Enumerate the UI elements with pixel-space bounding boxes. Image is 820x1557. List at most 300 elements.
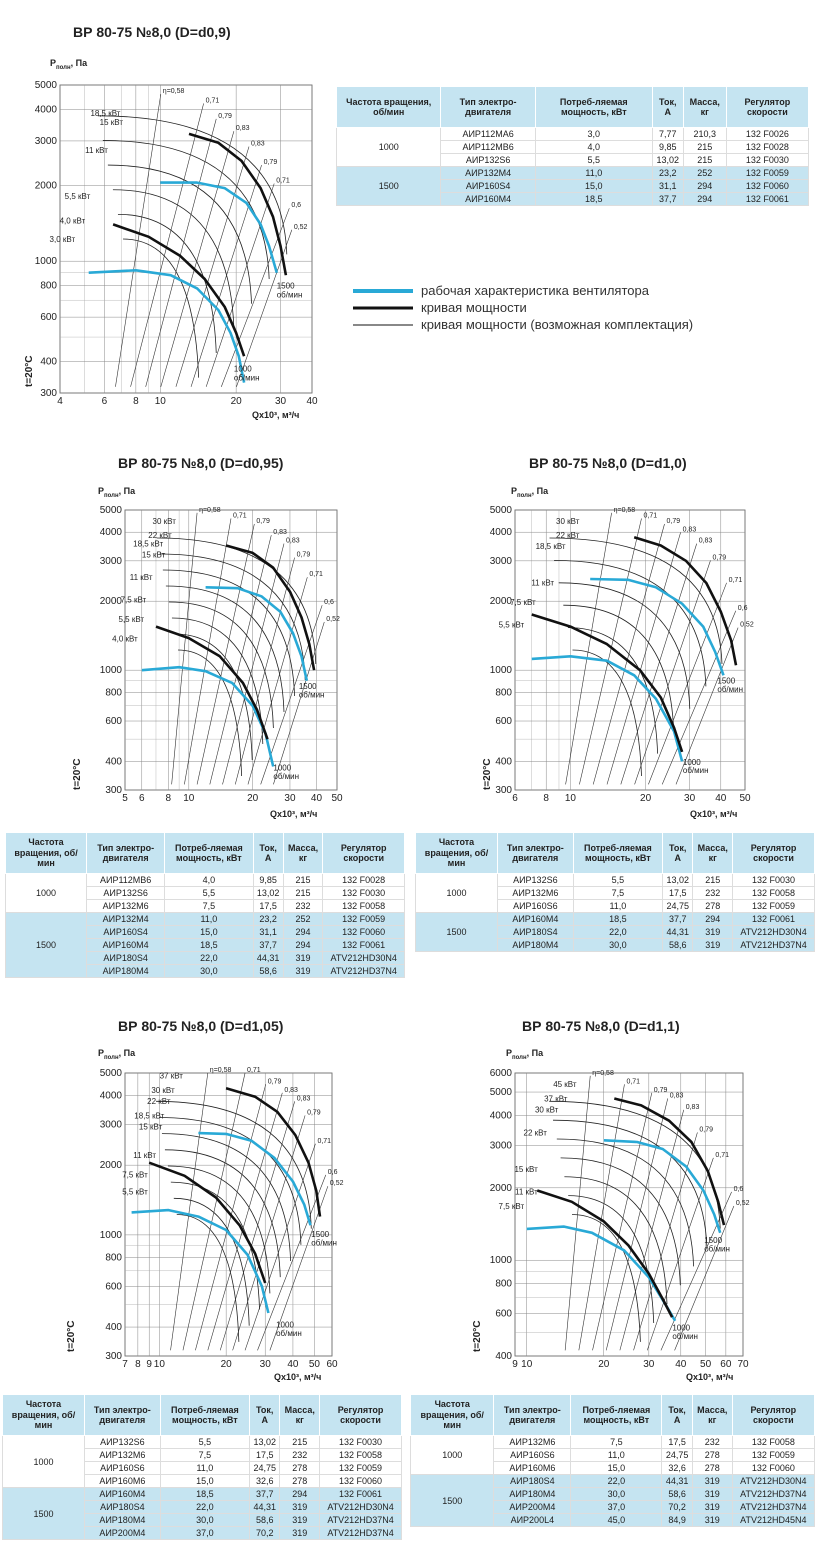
- power-curve-optional: [561, 1158, 681, 1285]
- table-header-cell: Ток, А: [253, 833, 283, 874]
- table-cell: 11,0: [535, 167, 652, 180]
- speed-label: об/мин: [276, 1329, 302, 1339]
- x-tick-label: 40: [306, 396, 318, 407]
- power-curve-optional: [166, 586, 284, 712]
- efficiency-label: η=0,58: [209, 1067, 232, 1074]
- speed-cell: 1500: [6, 913, 87, 978]
- efficiency-ray: [648, 583, 726, 785]
- table-cell: 37,0: [160, 1527, 249, 1540]
- x-tick-label: 20: [640, 793, 652, 804]
- speed-label: об/мин: [311, 1238, 337, 1248]
- table-cell: АИР180М4: [494, 1488, 571, 1501]
- table-cell: 18,5: [535, 193, 652, 206]
- x-tick-label: 40: [287, 1359, 299, 1370]
- power-label: 4,0 кВт: [59, 216, 86, 226]
- table-cell: ATV212HD37N4: [320, 1514, 402, 1527]
- speed-label: об/мин: [682, 766, 709, 776]
- table-cell: 70,2: [662, 1501, 692, 1514]
- table-cell: ATV212HD37N4: [732, 1488, 814, 1501]
- efficiency-label: η=0,58: [162, 88, 185, 96]
- table-cell: АИР180S4: [87, 952, 165, 965]
- table-cell: 215: [683, 141, 726, 154]
- table-cell: 7,5: [165, 900, 253, 913]
- table-row: [6, 874, 405, 887]
- x-tick-label: 40: [310, 793, 323, 804]
- y-tick-label: 2000: [99, 596, 122, 608]
- efficiency-label: 0,6: [327, 1168, 338, 1176]
- efficiency-label: 0,79: [307, 1109, 321, 1117]
- table-cell: АИР160М4: [84, 1488, 160, 1501]
- table-cell: 215: [683, 154, 726, 167]
- table-cell: ATV212HD37N4: [320, 1527, 402, 1540]
- table-cell: 132 F0030: [733, 874, 815, 887]
- motor-table-4: [2, 1394, 402, 1540]
- power-curve-optional: [549, 1101, 720, 1228]
- table-cell: 9,85: [253, 874, 283, 887]
- power-label: 18,5 кВт: [134, 1111, 165, 1121]
- table-header-cell: Частота вращения, об/мин: [411, 1395, 494, 1436]
- efficiency-label: 0,83: [235, 125, 250, 133]
- y-tick-label: 3000: [489, 555, 512, 567]
- table-cell: ATV212HD37N4: [733, 939, 815, 952]
- table-cell: 23,2: [652, 167, 683, 180]
- efficiency-label: 0,79: [712, 554, 727, 562]
- efficiency-label: 0,83: [273, 529, 287, 537]
- table-cell: ATV212HD30N4: [323, 952, 405, 965]
- efficiency-label: 0,6: [291, 202, 302, 210]
- power-label: 45 кВт: [553, 1080, 577, 1090]
- y-tick-label: 1000: [99, 1229, 122, 1241]
- table-cell: 30,0: [571, 1488, 662, 1501]
- table-cell: АИР132М6: [84, 1449, 160, 1462]
- table-header-cell: Тип электро-двигателя: [494, 1395, 571, 1436]
- table-cell: 11,0: [165, 913, 253, 926]
- table-cell: АИР132М6: [497, 887, 573, 900]
- motor-table-2: [5, 832, 405, 978]
- efficiency-ray: [183, 1073, 245, 1350]
- table-header-cell: Тип электро-двигателя: [87, 833, 165, 874]
- chart-3-temperature: t=20°C: [482, 758, 493, 790]
- table-cell: 44,31: [253, 952, 283, 965]
- power-label: 7,5 кВт: [510, 598, 536, 608]
- power-curve: [532, 615, 682, 752]
- motor-table-3: [415, 832, 815, 952]
- legend-item-power-optional: кривая мощности (возможная комплектация): [421, 317, 694, 332]
- y-tick-label: 800: [495, 1278, 512, 1290]
- x-tick-label: 20: [247, 793, 259, 804]
- efficiency-ray: [593, 524, 664, 784]
- power-label: 5,5 кВт: [498, 620, 525, 630]
- table-cell: ATV212HD30N4: [320, 1501, 402, 1514]
- table-cell: 5,5: [160, 1436, 249, 1449]
- table-cell: 319: [693, 926, 733, 939]
- power-label: 5,5 кВт: [118, 615, 145, 624]
- table-cell: 319: [692, 1514, 732, 1527]
- power-label: 15 кВт: [141, 550, 166, 560]
- table-cell: ATV212HD45N4: [732, 1514, 814, 1527]
- power-label: 30 кВт: [556, 517, 580, 526]
- table-cell: АИР200L4: [494, 1514, 571, 1527]
- y-tick-label: 600: [495, 1308, 512, 1320]
- speed-cell: 1500: [411, 1475, 494, 1527]
- x-tick-label: 40: [715, 793, 727, 804]
- table-cell: АИР132S6: [84, 1436, 160, 1449]
- efficiency-label: 0,79: [666, 518, 681, 525]
- speed-label: об/мин: [273, 771, 300, 781]
- power-label: 15 кВт: [514, 1165, 538, 1175]
- table-cell: 319: [692, 1488, 732, 1501]
- table-cell: ATV212HD30N4: [733, 926, 815, 939]
- efficiency-label: 0,52: [293, 223, 308, 231]
- efficiency-ray: [223, 544, 284, 785]
- table-cell: 17,5: [662, 1436, 692, 1449]
- y-tick-label: 4000: [99, 527, 122, 539]
- chart-4-xlabel: Qx10³, м³/ч: [274, 1372, 322, 1382]
- x-tick-label: 8: [165, 793, 172, 804]
- table-cell: 319: [283, 965, 323, 978]
- y-tick-label: 300: [495, 785, 512, 796]
- table-cell: АИР180S4: [494, 1475, 571, 1488]
- y-tick-label: 4000: [34, 104, 57, 116]
- table-cell: ATV212HD30N4: [732, 1475, 814, 1488]
- table-cell: 24,75: [250, 1462, 280, 1475]
- table-cell: АИР200М4: [84, 1527, 160, 1540]
- table-header-cell: Масса, кг: [692, 1395, 732, 1436]
- table-cell: АИР132М4: [87, 913, 165, 926]
- speed-cell: 1500: [3, 1488, 85, 1540]
- y-tick-label: 6000: [489, 1068, 512, 1079]
- table-cell: 132 F0059: [320, 1462, 402, 1475]
- y-tick-label: 3000: [489, 1140, 512, 1152]
- speed-label: 1500: [276, 281, 295, 291]
- power-curve-optional: [118, 214, 216, 353]
- work-curve: [198, 1133, 310, 1225]
- table-cell: АИР200М4: [494, 1501, 571, 1514]
- table-cell: АИР160S4: [87, 926, 165, 939]
- table-cell: 37,7: [652, 193, 683, 206]
- efficiency-label: 0,83: [284, 1086, 298, 1094]
- table-cell: 132 F0060: [732, 1462, 814, 1475]
- y-tick-label: 2000: [99, 1160, 122, 1172]
- table-header-cell: Регулятор скорости: [733, 833, 815, 874]
- table-row: [337, 128, 809, 141]
- y-tick-label: 3000: [99, 1119, 122, 1131]
- y-tick-label: 400: [105, 756, 122, 768]
- x-tick-label: 10: [521, 1359, 533, 1370]
- speed-label: 1500: [298, 682, 317, 692]
- table-row: [6, 913, 405, 926]
- table-cell: ATV212HD37N4: [732, 1501, 814, 1514]
- efficiency-label: 0,79: [296, 551, 311, 559]
- efficiency-label: 0,71: [205, 97, 220, 105]
- efficiency-ray: [161, 131, 234, 387]
- chart-4-temperature: t=20°C: [66, 1320, 77, 1352]
- table-cell: 132 F0060: [323, 926, 405, 939]
- y-tick-label: 1000: [99, 665, 122, 677]
- table-cell: 15,0: [571, 1462, 662, 1475]
- legend-item-power: кривая мощности: [421, 300, 527, 315]
- table-cell: 7,5: [573, 887, 662, 900]
- chart-1-plot: [20, 70, 320, 415]
- y-tick-label: 300: [105, 1351, 122, 1362]
- table-cell: 278: [280, 1462, 320, 1475]
- power-curve-optional: [559, 583, 690, 709]
- table-cell: 5,5: [165, 887, 253, 900]
- y-tick-label: 300: [40, 388, 57, 399]
- table-header-cell: Частота вращения, об/мин: [3, 1395, 85, 1436]
- table-cell: 215: [283, 887, 323, 900]
- table-cell: 132 F0061: [726, 193, 808, 206]
- y-tick-label: 5000: [34, 80, 57, 91]
- table-cell: 319: [693, 939, 733, 952]
- table-cell: 84,9: [662, 1514, 692, 1527]
- table-header-cell: Масса, кг: [683, 87, 726, 128]
- efficiency-label: 0,71: [309, 571, 323, 579]
- chart-4-ylabel: $P_{полн}$, Па: [98, 1048, 136, 1061]
- x-tick-label: 70: [737, 1359, 749, 1370]
- chart-3-ylabel: $P_{полн}$, Па: [511, 486, 549, 499]
- table-header-cell: Ток, А: [663, 833, 693, 874]
- x-tick-label: 20: [230, 396, 242, 407]
- table-cell: 17,5: [663, 887, 693, 900]
- efficiency-label: 0,83: [698, 537, 713, 545]
- legend: [353, 282, 693, 333]
- table-cell: 22,0: [573, 926, 662, 939]
- speed-cell: 1000: [416, 874, 498, 913]
- table-cell: 252: [283, 913, 323, 926]
- x-tick-label: 30: [274, 396, 287, 407]
- power-curve-optional: [572, 1215, 640, 1342]
- chart-3-xlabel: Qx10³, м³/ч: [690, 809, 738, 819]
- work-curve: [604, 1140, 720, 1233]
- power-label: 37 кВт: [159, 1071, 183, 1081]
- table-cell: АИР112МА6: [441, 128, 535, 141]
- power-curve: [113, 224, 244, 356]
- table-cell: АИР160М4: [497, 913, 573, 926]
- efficiency-ray: [233, 230, 291, 387]
- table-cell: 15,0: [160, 1475, 249, 1488]
- chart-1-temperature: t=20°C: [24, 355, 35, 387]
- x-tick-label: 30: [684, 793, 696, 804]
- efficiency-ray: [635, 560, 711, 784]
- efficiency-label: 0,71: [317, 1137, 332, 1145]
- table-cell: 7,5: [160, 1449, 249, 1462]
- y-tick-label: 1000: [489, 1255, 512, 1267]
- power-label: 3,0 кВт: [49, 235, 76, 245]
- table-cell: 30,0: [165, 965, 253, 978]
- table-cell: 22,0: [165, 952, 253, 965]
- speed-label: 1000: [273, 763, 292, 773]
- speed-label: 1000: [682, 757, 701, 767]
- y-tick-label: 800: [105, 1252, 122, 1264]
- efficiency-ray: [607, 532, 681, 784]
- table-cell: 232: [692, 1436, 732, 1449]
- x-tick-label: 8: [135, 1359, 141, 1370]
- table-cell: 294: [693, 913, 733, 926]
- table-cell: 132 F0030: [320, 1436, 402, 1449]
- table-cell: 132 F0061: [320, 1488, 402, 1501]
- table-cell: 24,75: [662, 1449, 692, 1462]
- chart-3-title: ВР 80-75 №8,0 (D=d1,0): [529, 455, 687, 471]
- table-row: [411, 1436, 815, 1449]
- efficiency-label: 0,52: [740, 621, 754, 629]
- table-cell: 70,2: [250, 1527, 280, 1540]
- table-cell: 319: [280, 1527, 320, 1540]
- table-cell: ATV212HD37N4: [323, 965, 405, 978]
- table-cell: 15,0: [535, 180, 652, 193]
- speed-label: 1000: [672, 1323, 691, 1333]
- x-tick-label: 9: [146, 1359, 152, 1370]
- power-label: 18,5 кВт: [535, 542, 566, 552]
- table-row: [3, 1488, 402, 1501]
- speed-label: об/мин: [672, 1332, 698, 1342]
- efficiency-label: 0,83: [669, 1092, 684, 1100]
- chart-1-title: ВР 80-75 №8,0 (D=d0,9): [73, 24, 231, 40]
- table-cell: 132 F0060: [726, 180, 808, 193]
- chart-5-temperature: t=20°C: [472, 1320, 483, 1352]
- plot-frame: [60, 85, 312, 393]
- table-header-cell: Потреб-ляемая мощность, кВт: [160, 1395, 249, 1436]
- y-tick-label: 2000: [489, 596, 512, 608]
- table-cell: АИР160М4: [441, 193, 535, 206]
- chart-5-ylabel: $P_{полн}$, Па: [506, 1048, 544, 1061]
- speed-label: об/мин: [298, 690, 325, 700]
- efficiency-ray: [566, 513, 612, 785]
- y-tick-label: 400: [495, 1351, 512, 1362]
- x-tick-label: 4: [57, 396, 63, 407]
- table-header-cell: Потреб-ляемая мощность, кВт: [165, 833, 253, 874]
- table-header-row: [337, 87, 809, 128]
- chart-1-xlabel: Qx10³, м³/ч: [252, 410, 300, 420]
- table-cell: 18,5: [160, 1488, 249, 1501]
- table-cell: 210,3: [683, 128, 726, 141]
- table-cell: 132 F0059: [733, 900, 815, 913]
- x-tick-label: 50: [331, 793, 343, 804]
- efficiency-ray: [593, 1093, 652, 1351]
- table-cell: АИР160М4: [87, 939, 165, 952]
- table-header-cell: Регулятор скорости: [726, 87, 808, 128]
- motor-table-5: [410, 1394, 815, 1527]
- y-tick-label: 400: [40, 356, 57, 368]
- table-header-cell: Регулятор скорости: [323, 833, 405, 874]
- y-tick-label: 600: [40, 312, 57, 324]
- power-label: 11 кВт: [515, 1187, 538, 1197]
- efficiency-label: 0,83: [251, 140, 265, 148]
- y-tick-label: 3000: [34, 135, 57, 147]
- power-label: 5,5 кВт: [122, 1187, 148, 1197]
- efficiency-label: 0,71: [626, 1078, 641, 1086]
- table-header-cell: Потреб-ляемая мощность, кВт: [573, 833, 662, 874]
- table-cell: 294: [283, 926, 323, 939]
- power-label: 7,5 кВт: [120, 595, 147, 605]
- table-cell: 278: [693, 900, 733, 913]
- table-header-cell: Потреб-ляемая мощность, кВт: [571, 1395, 662, 1436]
- efficiency-label: 0,83: [286, 537, 300, 545]
- table-cell: 58,6: [663, 939, 693, 952]
- table-cell: 294: [280, 1488, 320, 1501]
- table-cell: АИР132S6: [87, 887, 165, 900]
- y-tick-label: 4000: [489, 1110, 512, 1122]
- table-cell: 17,5: [250, 1449, 280, 1462]
- table-header-cell: Частота вращения, об/мин: [6, 833, 87, 874]
- table-cell: 4,0: [535, 141, 652, 154]
- table-cell: 294: [683, 180, 726, 193]
- y-tick-label: 2000: [34, 180, 57, 192]
- efficiency-label: η=0,58: [592, 1069, 614, 1077]
- table-cell: АИР132М6: [87, 900, 165, 913]
- x-tick-label: 50: [700, 1359, 712, 1370]
- table-cell: 132 F0058: [733, 887, 815, 900]
- x-tick-label: 50: [308, 1359, 320, 1370]
- table-header-cell: Ток, А: [662, 1395, 692, 1436]
- table-cell: 30,0: [160, 1514, 249, 1527]
- table-header-cell: Тип электро-двигателя: [84, 1395, 160, 1436]
- table-cell: 13,02: [253, 887, 283, 900]
- table-cell: 32,6: [250, 1475, 280, 1488]
- table-cell: 132 F0026: [726, 128, 808, 141]
- x-tick-label: 10: [564, 793, 576, 804]
- table-cell: 319: [692, 1501, 732, 1514]
- power-label: 22 кВт: [147, 1097, 171, 1107]
- table-cell: АИР180S4: [497, 926, 573, 939]
- power-label: 11 кВт: [129, 573, 153, 582]
- speed-label: об/мин: [233, 373, 260, 383]
- y-tick-label: 400: [105, 1322, 122, 1334]
- power-label: 15 кВт: [138, 1122, 163, 1132]
- table-cell: 31,1: [253, 926, 283, 939]
- x-tick-label: 10: [153, 1359, 165, 1370]
- x-tick-label: 6: [512, 793, 518, 804]
- efficiency-label: 0,83: [296, 1095, 311, 1103]
- table-cell: 319: [280, 1514, 320, 1527]
- table-header-row: [3, 1395, 402, 1436]
- table-cell: 58,6: [250, 1514, 280, 1527]
- speed-cell: 1000: [6, 874, 87, 913]
- table-cell: 132 F0058: [320, 1449, 402, 1462]
- table-cell: АИР160S6: [494, 1449, 571, 1462]
- speed-label: 1500: [717, 676, 736, 686]
- speed-cell: 1500: [337, 167, 441, 206]
- table-cell: АИР132М4: [441, 167, 535, 180]
- efficiency-label: 0,83: [685, 1103, 700, 1111]
- speed-label: об/мин: [717, 685, 744, 694]
- y-tick-label: 4000: [99, 1090, 122, 1102]
- efficiency-label: 0,83: [682, 526, 697, 534]
- table-cell: 11,0: [571, 1449, 662, 1462]
- table-cell: 4,0: [165, 874, 253, 887]
- efficiency-ray: [565, 1076, 590, 1351]
- x-tick-label: 9: [512, 1359, 518, 1370]
- table-cell: 252: [683, 167, 726, 180]
- efficiency-label: 0,71: [276, 177, 290, 185]
- chart-2-temperature: t=20°C: [72, 758, 83, 790]
- efficiency-label: 0,79: [699, 1126, 714, 1134]
- y-tick-label: 800: [40, 280, 57, 292]
- efficiency-label: η=0,58: [199, 506, 221, 514]
- table-cell: 278: [280, 1475, 320, 1488]
- table-cell: 294: [283, 939, 323, 952]
- x-tick-label: 10: [183, 793, 195, 804]
- x-tick-label: 20: [220, 1359, 232, 1370]
- power-curve-optional: [108, 165, 252, 304]
- chart-4-plot: [70, 1063, 350, 1373]
- table-cell: 278: [692, 1462, 732, 1475]
- speed-label: об/мин: [276, 290, 303, 300]
- table-cell: 3,0: [535, 128, 652, 141]
- table-cell: 22,0: [160, 1501, 249, 1514]
- power-label: 18,5 кВт: [133, 539, 164, 549]
- table-cell: 5,5: [573, 874, 662, 887]
